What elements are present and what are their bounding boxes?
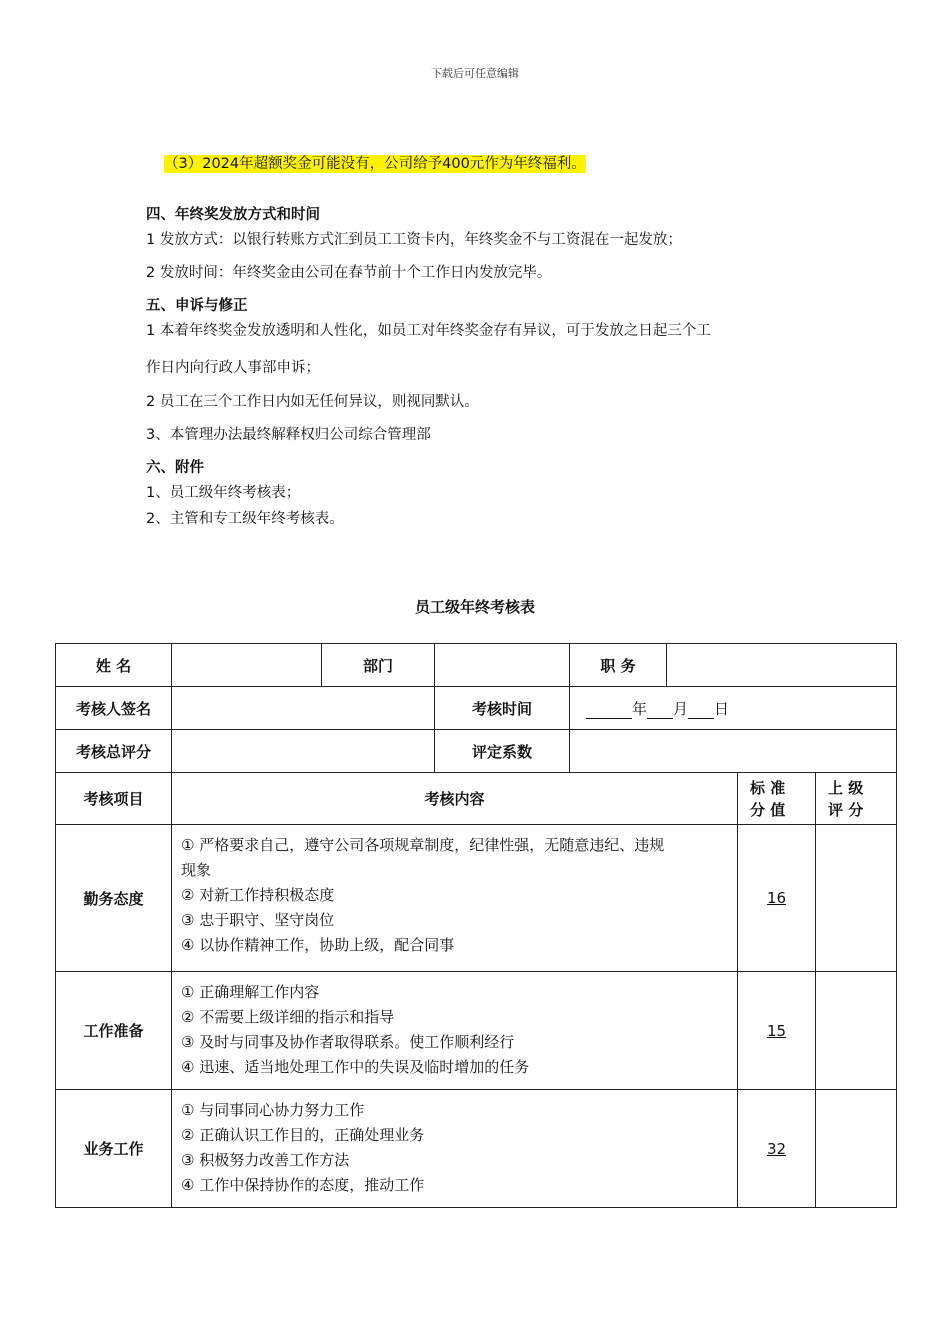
table-row (56, 1090, 897, 1208)
year-blank[interactable] (586, 703, 632, 719)
std-score-value: 15 (738, 972, 816, 1090)
position-label: 职 务 (570, 644, 667, 687)
content-preparation (172, 972, 738, 1090)
month-blank[interactable] (647, 703, 673, 719)
content-line: ① 严格要求自己，遵守公司各项规章制度，纪律性强，无随意违纪、违规 (181, 836, 665, 854)
std-score-header (738, 773, 816, 825)
section-5-line-4: 3、本管理办法最终解释权归公司综合管理部 (146, 427, 431, 443)
total-score-field[interactable] (172, 730, 435, 773)
std-header-line-2: 分 值 (750, 800, 786, 819)
section-5-line-2: 作日内向行政人事部申诉； (146, 360, 320, 376)
section-5-line-1: 1 本着年终奖金发放透明和人性化，如员工对年终奖金存有异议，可于发放之日起三个工 (146, 323, 711, 339)
item-header: 考核项目 (56, 773, 172, 825)
bonus-note-line (164, 152, 586, 173)
name-label: 姓 名 (56, 644, 172, 687)
std-header-line-1: 标 准 (750, 778, 786, 797)
section-heading-6: 六、附件 (146, 460, 204, 476)
content-line: ② 对新工作持积极态度 (181, 886, 335, 904)
time-label: 考核时间 (435, 687, 570, 730)
item-preparation: 工作准备 (56, 972, 172, 1090)
evaluation-table (55, 643, 897, 1208)
date-field[interactable] (570, 687, 897, 730)
content-line: ② 不需要上级详细的指示和指导 (181, 1008, 395, 1026)
content-line: 现象 (181, 861, 212, 879)
content-line: ④ 工作中保持协作的态度，推动工作 (181, 1176, 425, 1194)
total-score-label: 考核总评分 (56, 730, 172, 773)
table-row (56, 972, 897, 1090)
signer-label: 考核人签名 (56, 687, 172, 730)
section-heading-4: 四、年终奖发放方式和时间 (146, 207, 320, 223)
supervisor-score-field[interactable] (816, 1090, 897, 1208)
supervisor-score-field[interactable] (816, 825, 897, 972)
signer-field[interactable] (172, 687, 435, 730)
std-score-value: 16 (738, 825, 816, 972)
name-field[interactable] (172, 644, 322, 687)
supervisor-score-field[interactable] (816, 972, 897, 1090)
content-header: 考核内容 (172, 773, 738, 825)
coef-field[interactable] (570, 730, 897, 773)
day-label: 日 (714, 699, 730, 718)
content-attendance (172, 825, 738, 972)
header-note: 下载后可任意编辑 (431, 67, 519, 80)
section-6-line-2: 2、主管和专工级年终考核表。 (146, 511, 344, 527)
year-label: 年 (632, 699, 648, 718)
std-score-value: 32 (738, 1090, 816, 1208)
sup-header-line-2: 评 分 (828, 800, 864, 819)
content-line: ③ 忠于职守、坚守岗位 (181, 911, 335, 929)
item-business: 业务工作 (56, 1090, 172, 1208)
content-line: ① 与同事同心协力努力工作 (181, 1101, 365, 1119)
content-line: ④ 以协作精神工作，协助上级，配合同事 (181, 936, 455, 954)
dept-label: 部门 (322, 644, 435, 687)
dept-field[interactable] (435, 644, 570, 687)
table-row (56, 825, 897, 972)
position-field[interactable] (667, 644, 897, 687)
table-title: 员工级年终考核表 (414, 598, 535, 616)
sup-header-line-1: 上 级 (828, 778, 864, 797)
coef-label: 评定系数 (435, 730, 570, 773)
section-4-line-2: 2 发放时间：年终奖金由公司在春节前十个工作日内发放完毕。 (146, 265, 552, 281)
supervisor-score-header (816, 773, 897, 825)
month-label: 月 (673, 699, 689, 718)
content-line: ④ 迅速、适当地处理工作中的失误及临时增加的任务 (181, 1058, 530, 1076)
content-line: ① 正确理解工作内容 (181, 983, 320, 1001)
highlighted-text: （3）2024年超额奖金可能没有，公司给予400元作为年终福利。 (164, 156, 586, 172)
day-blank[interactable] (688, 703, 714, 719)
content-business (172, 1090, 738, 1208)
content-line: ③ 及时与同事及协作者取得联系。使工作顺利经行 (181, 1033, 515, 1051)
content-line: ② 正确认识工作目的，正确处理业务 (181, 1126, 425, 1144)
section-6-line-1: 1、员工级年终考核表； (146, 485, 301, 501)
section-5-line-3: 2 员工在三个工作日内如无任何异议，则视同默认。 (146, 394, 479, 410)
content-line: ③ 积极努力改善工作方法 (181, 1151, 350, 1169)
item-attendance: 勤务态度 (56, 825, 172, 972)
section-heading-5: 五、申诉与修正 (146, 298, 248, 314)
section-4-line-1: 1 发放方式：以银行转账方式汇到员工工资卡内，年终奖金不与工资混在一起发放； (146, 232, 682, 248)
